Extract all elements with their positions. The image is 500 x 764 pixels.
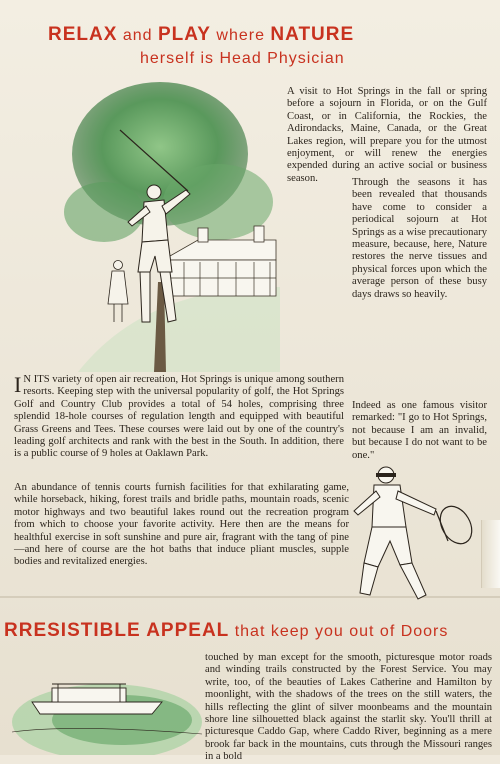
golfer-clubhouse-illustration xyxy=(58,72,280,372)
tennis-paragraph: An abundance of tennis courts furnish facilities for that exhilarating game, while horseback, hiking, forest trails and bridle paths, mountain roads, scenic motor highways and two beautiful lakes round out the recreation program from which to choose your favorite activity. Here then are the means for healthful exercise in soft sunshine and pure air, fragrant with the tang of pine—and here of course are the hot baths that induce pliant muscles, supple bodies and revitalized energies. xyxy=(14,482,349,568)
intro-paragraph-3: Indeed as one famous visitor remarked: "I go to Hot Springs, not because I am an invalid, but because I do not want to be one." xyxy=(352,400,487,461)
headline-relax-play: RELAX and PLAY where NATURE xyxy=(48,24,355,45)
tennis-player-illustration xyxy=(348,445,484,605)
dropcap-letter: I xyxy=(14,372,22,397)
headline-subtitle: herself is Head Physician xyxy=(140,50,345,67)
lakes-paragraph: touched by man except for the smooth, picturesque motor roads and winding trails constructed by the Forest Service. You may write, too, of the beauties of Lakes Catherine and Hamilton by moonlight, with the shadows of the trees on the still waters, the hills reflecting the glint of silver moonbeams and the mountain shore line silhouetted black against the starlit sky. You'll thrill at picturesque Caddo Gap, where Caddo River, beginning as a mere brook far back in the mountains, cuts through the Missouri ranges in a bold xyxy=(205,652,492,763)
intro-paragraph-2: Through the seasons it has been revealed that thousands have come to consider a periodical sojourn at Hot Springs as a wise precautionary measure, because, here, Nature restores the nerve tissues and physical forces upon which the average person of these busy days draws so heavily. xyxy=(352,177,487,300)
headline-irresistible-appeal: RRESISTIBLE APPEAL that keep you out of Doors xyxy=(4,620,449,641)
boat-lake-illustration xyxy=(12,662,202,755)
golf-paragraph: I N ITS variety of open air recreation, Hot Springs is unique among southern resorts. Keeping step with the universal popularity of golf, the Hot Springs Golf and Country Club provides a total of 54 holes, comprising three splendid 18-hole courses of regulation length and equipped with beautiful Grass Greens and Tees. These courses were laid out by one of the country's leading golf architects and rank with the best in the South. In addition, there is a public course of 9 holes at Oaklawn Park. xyxy=(14,372,344,460)
intro-paragraph-1: A visit to Hot Springs in the fall or spring before a sojourn in Florida, or on the Gulf Coast, or in California, the Rockies, the Adirondacks, Maine, Canada, or the Great Lakes region, will prepare you for the utmost enjoyment, or will renew the energies expended during an active social or business season. xyxy=(287,86,487,184)
